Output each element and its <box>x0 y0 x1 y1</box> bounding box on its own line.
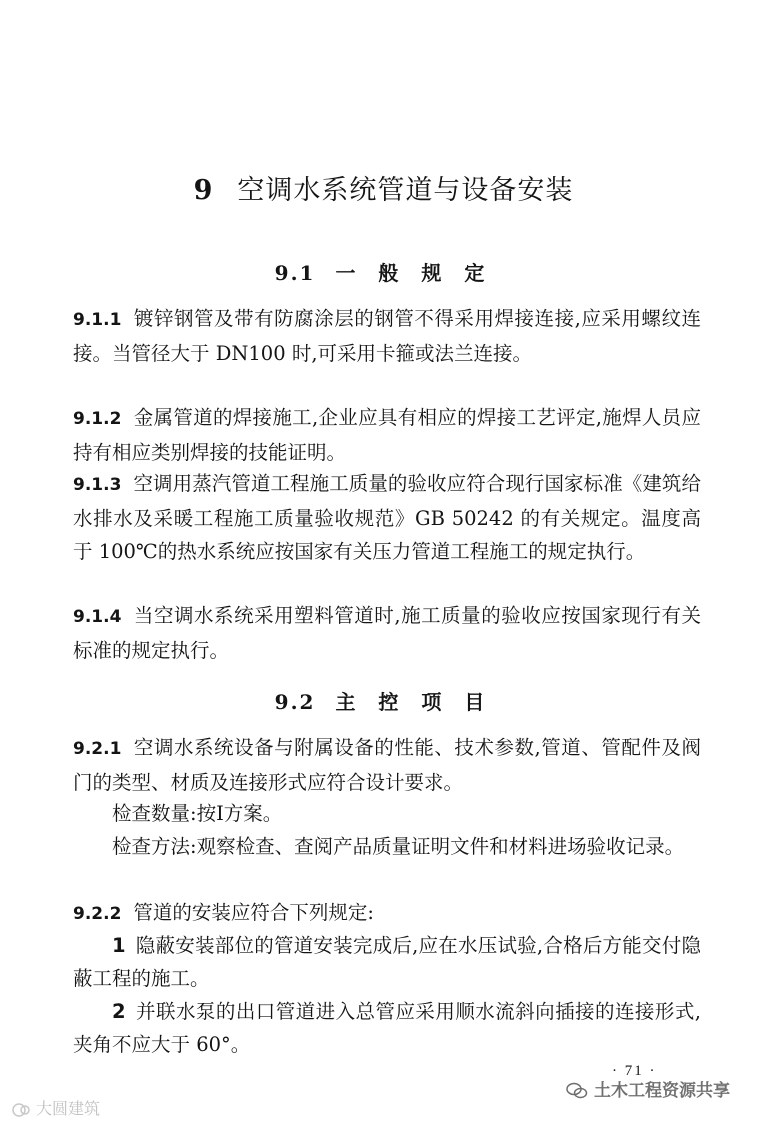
list-item <box>73 929 701 995</box>
watermark-left <box>10 1096 100 1119</box>
watermark-text: 大圆建筑 <box>36 1099 101 1118</box>
clause-text: 空调用蒸汽管道工程施工质量的验收应符合现行国家标准《建筑给水排水及采暖工程施工质量验收规范》GB 50242 的有关规定。温度高于 100℃的热水系统应按国家有关压力管道工程施工的规定执行。 <box>73 472 701 563</box>
section-heading-9-2 <box>0 686 767 715</box>
check-quantity: 检查数量:按Ⅰ方案。 <box>112 802 283 825</box>
clause-9-2-1 <box>73 731 701 799</box>
section-number: 9.1 <box>274 261 316 285</box>
clause-text: 镀锌钢管及带有防腐涂层的钢管不得采用焊接连接,应采用螺纹连接。当管径大于 DN100 时,可采用卡箍或法兰连接。 <box>73 307 701 365</box>
clause-number: 9.1.1 <box>73 310 122 330</box>
list-item-text: 隐蔽安装部位的管道安装完成后,应在水压试验,合格后方能交付隐蔽工程的施工。 <box>73 934 701 990</box>
section-title-text: 主 控 项 目 <box>335 690 493 714</box>
list-item-number: 2 <box>112 1000 126 1023</box>
logo-icon <box>10 1101 32 1119</box>
clause-9-1-4 <box>73 599 701 667</box>
chapter-title-text: 空调水系统管道与设备安装 <box>237 175 574 206</box>
clause-number: 9.2.2 <box>73 904 122 924</box>
clause-9-2-2 <box>73 896 701 931</box>
page-number: · 71 · <box>612 1063 657 1079</box>
section-heading-9-1 <box>0 257 767 286</box>
list-item-text: 并联水泵的出口管道进入总管应采用顺水流斜向插接的连接形式,夹角不应大于 60°。 <box>73 1000 701 1056</box>
clause-number: 9.1.3 <box>73 475 122 495</box>
list-item-number: 1 <box>112 934 126 957</box>
clause-number: 9.2.1 <box>73 739 122 759</box>
watermark-text: 土木工程资源共享 <box>594 1081 730 1101</box>
chapter-number: 9 <box>193 175 214 206</box>
clause-number: 9.1.2 <box>73 409 122 429</box>
clause-text: 管道的安装应符合下列规定: <box>133 901 374 924</box>
clause-9-1-2 <box>73 401 701 469</box>
clause-text: 金属管道的焊接施工,企业应具有相应的焊接工艺评定,施焊人员应持有相应类别焊接的技能证明。 <box>73 406 701 464</box>
section-number: 9.2 <box>274 690 316 714</box>
watermark-right <box>566 1076 730 1101</box>
wechat-icon <box>566 1082 588 1100</box>
clause-text: 当空调水系统采用塑料管道时,施工质量的验收应按国家现行有关标准的规定执行。 <box>73 604 701 662</box>
clause-9-1-3 <box>73 467 701 568</box>
clause-number: 9.1.4 <box>73 607 122 627</box>
list-item <box>73 995 701 1061</box>
section-title-text: 一 般 规 定 <box>335 261 493 285</box>
check-method: 检查方法:观察检查、查阅产品质量证明文件和材料进场验收记录。 <box>112 835 685 858</box>
chapter-title <box>0 168 767 207</box>
clause-9-1-1 <box>73 302 701 370</box>
clause-text: 空调水系统设备与附属设备的性能、技术参数,管道、管配件及阀门的类型、材质及连接形式应符合设计要求。 <box>73 736 701 794</box>
